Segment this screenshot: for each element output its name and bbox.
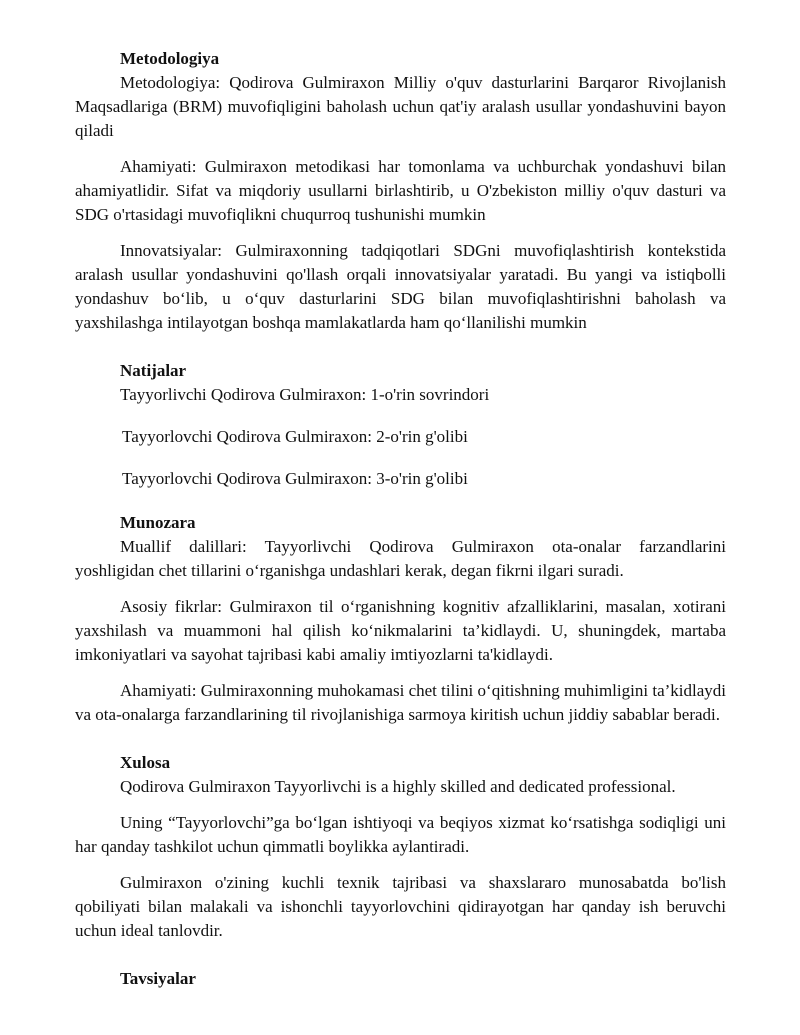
paragraph-asosiy-fikrlar: Asosiy fikrlar: Gulmiraxon til o‘rganishning kognitiv afzalliklarini, masalan, xotirani yaxshilash va muammoni hal qilish ko‘nikmalarini ta’kidlaydi. U, shuningdek, martaba imkoniyatlari va sayohat tajribasi kabi amaliy imtiyozlarni ta'kidlaydi. (75, 597, 726, 664)
result-item: Tayyorlivchi Qodirova Gulmiraxon: 1-o'rin sovrindori (120, 385, 490, 404)
result-item: Tayyorlovchi Qodirova Gulmiraxon: 3-o'rin g'olibi (122, 469, 468, 488)
paragraph-muallif-dalillari: Muallif dalillari: Tayyorlivchi Qodirova Gulmiraxon ota-onalar farzandlarini yoshligidan chet tillarini o‘rganishga undashlari kerak, degan fikrni ilgari suradi. (75, 537, 726, 580)
paragraph-xulosa-2: Uning “Tayyorlovchi”ga bo‘lgan ishtiyoqi va beqiyos xizmat ko‘rsatishga sodiqligi uni har qanday tashkilot uchun qimmatli boylikka aylantiradi. (75, 813, 726, 856)
paragraph-xulosa-1: Qodirova Gulmiraxon Tayyorlivchi is a highly skilled and dedicated professional. (120, 777, 676, 796)
paragraph-ahamiyati-munozara: Ahamiyati: Gulmiraxonning muhokamasi chet tilini o‘qitishning muhimligini ta’kidlaydi va ota-onalarga farzandlarining til rivojlanishiga sarmoya kiritish uchun jiddiy sabablar beradi. (75, 681, 726, 724)
paragraph-innovatsiyalar: Innovatsiyalar: Gulmiraxonning tadqiqotlari SDGni muvofiqlashtirish kontekstida aralash usullar yondashuvini qo'llash orqali innovatsiyalar yaratadi. Bu yangi va istiqbolli yondashuv bo‘lib, u o‘quv dasturlarini SDG bilan muvofiqlashtirishni baholash va yaxshilashga intilayotgan boshqa mamlakatlarda ham qo‘llanilishi mumkin (75, 241, 726, 332)
paragraph-ahamiyati: Ahamiyati: Gulmiraxon metodikasi har tomonlama va uchburchak yondashuvi bilan ahamiyatlidir. Sifat va miqdoriy usullarni birlashtirib, u O'zbekiston milliy o'quv dasturi va SDG o'rtasidagi muvofiqlikni chuqurroq tushunishi mumkin (75, 157, 726, 224)
section-heading-metodologiya: Metodologiya (120, 49, 220, 68)
result-item: Tayyorlovchi Qodirova Gulmiraxon: 2-o'rin g'olibi (122, 427, 468, 446)
section-heading-munozara: Munozara (120, 513, 196, 532)
paragraph-metodologiya: Metodologiya: Qodirova Gulmiraxon Milliy o'quv dasturlarini Barqaror Rivojlanish Maqsadlariga (BRM) muvofiqligini baholash uchun qat'iy aralash usullar yondashuvini bayon qiladi (75, 73, 726, 140)
section-heading-natijalar: Natijalar (120, 361, 187, 380)
document-body (75, 47, 726, 991)
section-heading-tavsiyalar: Tavsiyalar (120, 969, 196, 988)
section-heading-xulosa: Xulosa (120, 753, 171, 772)
paragraph-xulosa-3: Gulmiraxon o'zining kuchli texnik tajribasi va shaxslararo munosabatda bo'lish qobiliyati bilan malakali va ishonchli tayyorlovchini qidirayotgan har qanday ish beruvchi uchun ideal tanlovdir. (75, 873, 726, 940)
